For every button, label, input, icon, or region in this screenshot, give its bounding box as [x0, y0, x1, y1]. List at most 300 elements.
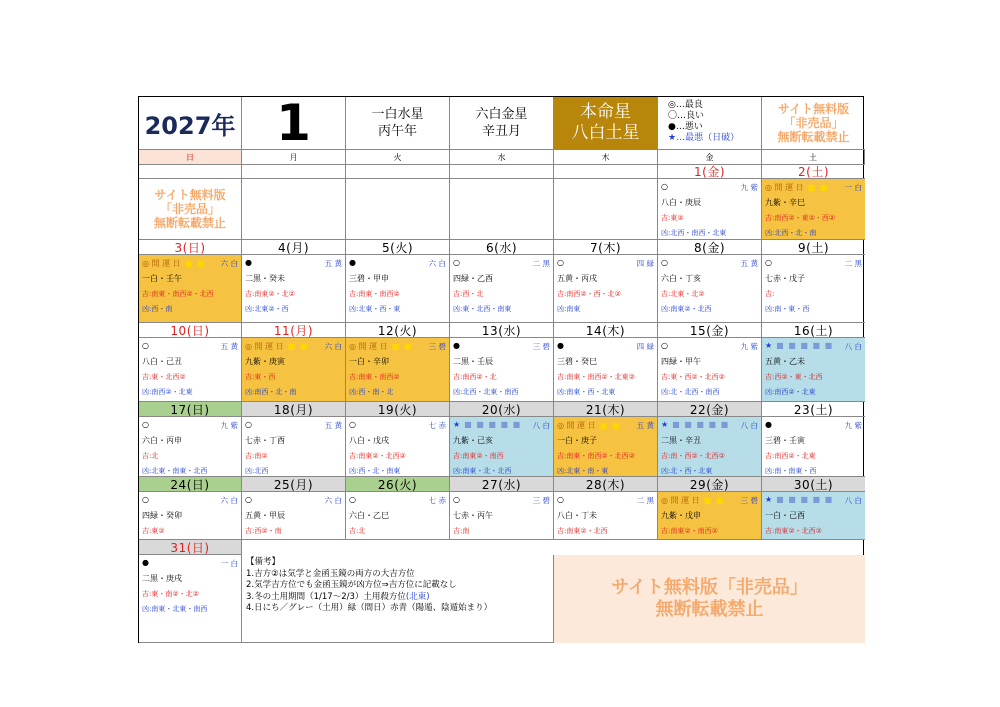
nine-star: 六 白: [220, 496, 238, 505]
day-kanshi: 八白・丁未: [557, 511, 597, 520]
fortune-mark: ○: [453, 495, 460, 504]
day-cell[interactable]: [242, 417, 346, 477]
day-mark: [142, 558, 149, 568]
day-cell[interactable]: [762, 255, 865, 323]
square-marks: ■ ■: [599, 421, 621, 430]
wm-line1: サイト無料版: [777, 102, 850, 116]
fortune-mark: ○: [142, 495, 149, 504]
unlucky-directions: 凶:南・南東・西: [765, 467, 817, 475]
lucky-directions: 吉:南東②・南西②: [661, 527, 718, 535]
day-number: 18(月): [242, 402, 346, 417]
note-4: 4.日にち／グレー（土用）緑（間日）赤青（陽遁、陰遁始まり）: [246, 603, 493, 613]
nine-star: 五 黄: [740, 259, 758, 268]
unlucky-directions: 凶:西・南・北: [349, 388, 394, 396]
day-kanshi: 六白・乙巳: [349, 511, 389, 520]
day-mark: [765, 341, 833, 351]
note-1: 1.吉方②は気学と金函玉鏡の両方の大吉方位: [246, 568, 415, 579]
lucky-directions: 吉:南西②・東②・西②: [765, 214, 836, 222]
lucky-directions: 吉:南東②・南西: [453, 452, 504, 460]
square-marks: ■ ■: [807, 183, 829, 192]
day-header-row: [765, 258, 862, 268]
day-kanshi: 四緑・癸卯: [142, 511, 182, 520]
day-cell[interactable]: [450, 338, 554, 402]
day-cell[interactable]: [762, 417, 865, 477]
fortune-mark: ○: [765, 258, 772, 267]
fortune-mark: ○: [349, 420, 356, 429]
square-marks: ■ ■ ■ ■ ■: [776, 341, 834, 350]
day-cell[interactable]: [658, 417, 762, 477]
day-kanshi: 三碧・甲申: [349, 274, 389, 283]
day-number: 22(金): [658, 402, 762, 417]
day-header-row: [765, 495, 862, 505]
day-number: 17(日): [139, 402, 242, 417]
fortune-mark: ★: [661, 420, 669, 429]
lucky-directions: 吉:南西②・西・北②: [557, 290, 621, 298]
dow-2: 火: [346, 150, 450, 165]
day-kanshi: 一白・辛卯: [349, 357, 389, 366]
day-header-row: [453, 258, 550, 268]
note-3: [246, 592, 553, 604]
lucky-directions: 吉:南東②・北②: [245, 290, 295, 298]
day-cell[interactable]: [658, 179, 762, 240]
day-cell[interactable]: [554, 255, 658, 323]
empty-num-cell: [242, 165, 346, 179]
day-mark: [557, 258, 564, 268]
unlucky-directions: 凶:北西・北東・南西: [453, 388, 519, 396]
side-wm-line2: 「非売品」: [159, 202, 220, 216]
nine-star: 七 赤: [428, 496, 446, 505]
square-marks: ■ ■ ■ ■ ■: [672, 420, 730, 429]
nine-star: 九 紫: [740, 342, 758, 351]
day-kanshi: 九紫・己亥: [453, 436, 493, 445]
legend-bad: ●…悪い: [668, 122, 703, 132]
day-kanshi: 三碧・癸巳: [557, 357, 597, 366]
lucky-directions: 吉:南西②・北: [453, 373, 497, 381]
honmei-star: 八白土星: [571, 123, 640, 143]
empty-day-cell: [242, 179, 346, 240]
lucky-directions: 吉:南: [453, 527, 470, 535]
day-cell[interactable]: [762, 179, 865, 240]
lucky-directions: 吉:東・西②・北西②: [661, 373, 725, 381]
unlucky-directions: 凶:北東②・西: [245, 305, 289, 313]
day-mark: [661, 495, 724, 505]
nine-star: 三 碧: [532, 342, 550, 351]
day-kanshi: 二黒・庚戌: [142, 574, 182, 583]
nine-star: 三 碧: [740, 496, 758, 505]
fortune-mark: ○: [661, 258, 668, 267]
day-kanshi: 八白・庚辰: [661, 198, 701, 207]
side-wm-line3: 無断転載禁止: [153, 216, 226, 230]
empty-num-cell: [346, 165, 450, 179]
year-kanshi: 丙午年: [377, 124, 417, 139]
day-cell[interactable]: [242, 492, 346, 540]
day-kanshi: 九紫・庚寅: [245, 357, 285, 366]
day-number: 14(木): [554, 323, 658, 338]
kaiun-label: ◎ 開 運 日: [765, 183, 804, 192]
year-label: 2027年: [139, 97, 242, 150]
day-header-row: [557, 420, 654, 430]
unlucky-directions: 凶:西・北・南東: [349, 467, 401, 475]
fortune-mark: ★: [765, 495, 773, 504]
day-mark: [245, 495, 252, 505]
nine-star: 八 白: [740, 421, 758, 430]
month-label: 1: [242, 97, 346, 150]
nine-star: 七 赤: [428, 421, 446, 430]
nine-star: 二 黒: [844, 259, 862, 268]
day-header-row: [557, 258, 654, 268]
day-cell[interactable]: [762, 492, 865, 540]
empty-num-cell: [139, 165, 242, 179]
notes: [242, 555, 554, 643]
day-header-row: [349, 420, 446, 430]
day-number: 27(水): [450, 477, 554, 492]
day-header-row: [349, 341, 446, 351]
day-header-row: [142, 420, 238, 430]
side-wm-line1: サイト無料版: [154, 188, 226, 202]
lucky-directions: 吉:東・北西②: [142, 373, 186, 381]
dow-3: 水: [450, 150, 554, 165]
day-header-row: [765, 420, 862, 430]
day-number: 12(火): [346, 323, 450, 338]
unlucky-directions: 凶:南西②・北東: [765, 388, 816, 396]
nine-star: 九 紫: [220, 421, 238, 430]
day-mark: [142, 420, 149, 430]
fortune-mark: ○: [661, 182, 668, 191]
nine-star: 六 白: [428, 259, 446, 268]
day-number: 28(木): [554, 477, 658, 492]
empty-day-cell: [554, 179, 658, 240]
lucky-directions: 吉:: [765, 290, 775, 298]
unlucky-directions: 凶:南東・北東・南西: [142, 605, 208, 613]
square-marks: ■ ■: [703, 496, 725, 505]
day-kanshi: 四緑・乙酉: [453, 274, 493, 283]
side-watermark: [139, 179, 242, 240]
day-cell[interactable]: [346, 492, 450, 540]
day-number: 21(木): [554, 402, 658, 417]
dow-1: 月: [242, 150, 346, 165]
day-cell[interactable]: [450, 255, 554, 323]
day-mark: [765, 182, 828, 192]
fortune-mark: ○: [557, 495, 564, 504]
day-cell[interactable]: [346, 338, 450, 402]
month-kanshi: 辛丑月: [481, 124, 521, 139]
unlucky-directions: 凶:西・南: [142, 305, 173, 313]
day-number: 5(火): [346, 240, 450, 255]
square-marks: ■ ■: [391, 342, 413, 351]
day-kanshi: 一白・己酉: [765, 511, 805, 520]
fortune-mark: ○: [453, 258, 460, 267]
day-header-row: [453, 495, 550, 505]
square-marks: ■ ■ ■ ■ ■: [776, 495, 834, 504]
note-2: 2.気学吉方位でも金函玉鏡が凶方位⇒吉方位に記載なし: [246, 580, 457, 590]
day-mark: [661, 420, 729, 430]
lucky-directions: 吉:南・西②・北西②: [661, 452, 725, 460]
day-kanshi: 三碧・壬寅: [765, 436, 805, 445]
day-header-row: [142, 558, 238, 568]
day-mark: [142, 258, 205, 268]
day-mark: [557, 495, 564, 505]
day-kanshi: 一白・庚子: [557, 436, 597, 445]
day-mark: [142, 495, 149, 505]
lucky-directions: 吉:北東・北②: [661, 290, 705, 298]
calendar: [138, 96, 864, 643]
day-kanshi: 九紫・辛巳: [765, 198, 805, 207]
note-3-text: 3.冬の土用期間（1/17〜2/3）土用殺方位: [246, 591, 406, 602]
day-kanshi: 五黄・乙未: [765, 357, 805, 366]
day-cell[interactable]: [139, 555, 242, 643]
empty-num-cell: [450, 165, 554, 179]
day-kanshi: 七赤・丙午: [453, 511, 493, 520]
day-header-row: [661, 258, 758, 268]
unlucky-directions: 凶:北・西・北東: [661, 467, 713, 475]
fortune-mark: ○: [142, 420, 149, 429]
day-number: 7(木): [554, 240, 658, 255]
dow-0: 日: [139, 150, 242, 165]
nine-star: 五 黄: [220, 342, 238, 351]
nine-star: 二 黒: [532, 259, 550, 268]
unlucky-directions: 凶:北東・南・東: [557, 467, 609, 475]
day-cell[interactable]: [554, 492, 658, 540]
day-number: 6(水): [450, 240, 554, 255]
big-wm-line1: サイト無料版「非売品」: [611, 577, 808, 598]
day-header-row: [765, 341, 862, 351]
lucky-directions: 吉:東・西: [245, 373, 276, 381]
fortune-mark: ●: [453, 341, 460, 350]
day-kanshi: 二黒・癸未: [245, 274, 285, 283]
month-star: [450, 97, 554, 150]
nine-star: 五 黄: [324, 421, 342, 430]
day-cell[interactable]: [450, 492, 554, 540]
day-number: 2(土): [762, 165, 865, 179]
day-number: 30(土): [762, 477, 865, 492]
day-kanshi: 六白・丙申: [142, 436, 182, 445]
day-cell[interactable]: [139, 417, 242, 477]
legend: [658, 97, 762, 150]
lucky-directions: 吉:西・北: [453, 290, 484, 298]
day-cell[interactable]: [139, 338, 242, 402]
day-kanshi: 七赤・丁酉: [245, 436, 285, 445]
day-header-row: [453, 420, 550, 430]
day-mark: [765, 495, 833, 505]
nine-star: 一 白: [844, 183, 862, 192]
empty-day-cell: [450, 179, 554, 240]
day-mark: [245, 420, 252, 430]
day-number: 16(土): [762, 323, 865, 338]
fortune-mark: ○: [245, 420, 252, 429]
lucky-directions: 吉:東②: [142, 527, 165, 535]
fortune-mark: ●: [557, 341, 564, 350]
lucky-directions: 吉:南東・南西②・北西: [142, 290, 214, 298]
day-kanshi: 九紫・戊申: [661, 511, 701, 520]
unlucky-directions: 凶:南西・北・南: [245, 388, 297, 396]
lucky-directions: 吉:西②・南: [245, 527, 282, 535]
day-number: 20(水): [450, 402, 554, 417]
day-cell[interactable]: [658, 255, 762, 323]
day-mark: [765, 258, 772, 268]
day-number: 25(月): [242, 477, 346, 492]
lucky-directions: 吉:南東②・北西: [557, 527, 608, 535]
day-kanshi: 二黒・壬辰: [453, 357, 493, 366]
fortune-mark: ○: [142, 341, 149, 350]
nine-star: 六 白: [324, 496, 342, 505]
unlucky-directions: 凶:南東②・北西: [661, 305, 712, 313]
legend-worst: ★…最悪（日破）: [668, 133, 740, 143]
unlucky-directions: 凶:南東: [557, 305, 581, 313]
day-header-row: [142, 341, 238, 351]
kaiun-label: ◎ 開 運 日: [557, 421, 596, 430]
day-number: 1(金): [658, 165, 762, 179]
day-cell[interactable]: [139, 492, 242, 540]
nine-star: 六 白: [324, 342, 342, 351]
day-header-row: [557, 341, 654, 351]
wm-line3: 無断転載禁止: [777, 130, 850, 144]
fortune-mark: ●: [349, 258, 356, 267]
day-number: 15(金): [658, 323, 762, 338]
big-wm-line2: 無断転載禁止: [655, 599, 764, 620]
day-cell[interactable]: [554, 338, 658, 402]
day-header-row: [245, 258, 342, 268]
day-mark: [557, 420, 620, 430]
day-kanshi: 一白・壬午: [142, 274, 182, 283]
nine-star: 八 白: [844, 342, 862, 351]
day-cell[interactable]: [658, 492, 762, 540]
nine-star: 八 白: [844, 496, 862, 505]
kaiun-label: ◎ 開 運 日: [245, 342, 284, 351]
unlucky-directions: 凶:北西・北・南: [765, 229, 817, 237]
kaiun-label: ◎ 開 運 日: [142, 259, 181, 268]
day-cell[interactable]: [450, 417, 554, 477]
unlucky-directions: 凶:北東・南東・北西: [142, 467, 208, 475]
day-mark: [349, 341, 412, 351]
day-number: 29(金): [658, 477, 762, 492]
day-mark: [557, 341, 564, 351]
nine-star: 八 白: [532, 421, 550, 430]
day-cell[interactable]: [554, 417, 658, 477]
lucky-directions: 吉:北: [349, 527, 366, 535]
day-mark: [142, 341, 149, 351]
nine-star: 九 紫: [740, 183, 758, 192]
day-number: 3(日): [139, 240, 242, 255]
day-cell[interactable]: [346, 255, 450, 323]
day-mark: [245, 258, 252, 268]
day-mark: [661, 341, 668, 351]
day-kanshi: 六白・丁亥: [661, 274, 701, 283]
big-watermark: [554, 555, 865, 643]
nine-star: 二 黒: [636, 496, 654, 505]
fortune-mark: ●: [142, 558, 149, 567]
lucky-directions: 吉:南東②・北西②: [765, 527, 822, 535]
unlucky-directions: 凶:北・北西・南西: [661, 388, 720, 396]
legend-good: 〇…良い: [668, 111, 705, 121]
day-kanshi: 五黄・丙戌: [557, 274, 597, 283]
nine-star: 四 緑: [636, 342, 654, 351]
unlucky-directions: 凶:南東・西・北東: [557, 388, 616, 396]
nine-star: 六 白: [220, 259, 238, 268]
day-cell[interactable]: [346, 417, 450, 477]
honmei-box: [554, 97, 658, 150]
fortune-mark: ○: [557, 258, 564, 267]
lucky-directions: 吉:南東②・北西②: [349, 452, 406, 460]
day-header-row: [349, 495, 446, 505]
day-kanshi: 五黄・甲辰: [245, 511, 285, 520]
unlucky-directions: 凶:南西②・北東: [142, 388, 193, 396]
header-watermark: [762, 97, 865, 150]
note-3-direction: (北東): [405, 591, 430, 602]
day-header-row: [661, 182, 758, 192]
empty-day-cell: [346, 179, 450, 240]
day-header-row: [661, 495, 758, 505]
day-mark: [349, 420, 356, 430]
lucky-directions: 吉:南東・南西②: [349, 290, 400, 298]
day-mark: [349, 258, 356, 268]
day-mark: [453, 258, 460, 268]
day-cell[interactable]: [242, 255, 346, 323]
notes-title: 【備考】: [246, 557, 281, 567]
year-star-name: 一白水星: [371, 107, 424, 122]
fortune-mark: ★: [453, 420, 461, 429]
kaiun-label: ◎ 開 運 日: [661, 496, 700, 505]
day-cell[interactable]: [762, 338, 865, 402]
day-mark: [453, 495, 460, 505]
day-kanshi: 四緑・甲午: [661, 357, 701, 366]
nine-star: 九 紫: [844, 421, 862, 430]
day-header-row: [245, 495, 342, 505]
day-number: 23(土): [762, 402, 865, 417]
nine-star: 一 白: [220, 559, 238, 568]
day-number: 24(日): [139, 477, 242, 492]
kaiun-label: ◎ 開 運 日: [349, 342, 388, 351]
day-cell[interactable]: [242, 338, 346, 402]
nine-star: 三 碧: [532, 496, 550, 505]
day-number: 10(日): [139, 323, 242, 338]
day-kanshi: 二黒・辛丑: [661, 436, 701, 445]
day-kanshi: 八白・己丑: [142, 357, 182, 366]
lucky-directions: 吉:東②: [661, 214, 684, 222]
day-header-row: [661, 341, 758, 351]
day-header-row: [557, 495, 654, 505]
nine-star: 三 碧: [428, 342, 446, 351]
day-mark: [453, 420, 521, 430]
dow-4: 木: [554, 150, 658, 165]
unlucky-directions: 凶:南・東・西: [765, 305, 810, 313]
day-mark: [245, 341, 308, 351]
day-header-row: [142, 495, 238, 505]
nine-star: 五 黄: [636, 421, 654, 430]
lucky-directions: 吉:北: [142, 452, 159, 460]
day-cell[interactable]: [139, 255, 242, 323]
day-number: 26(火): [346, 477, 450, 492]
day-mark: [349, 495, 356, 505]
day-number: 11(月): [242, 323, 346, 338]
empty-num-cell: [554, 165, 658, 179]
day-kanshi: 八白・戊戌: [349, 436, 389, 445]
day-number: 19(火): [346, 402, 450, 417]
day-header-row: [142, 258, 238, 268]
day-header-row: [453, 341, 550, 351]
lucky-directions: 吉:南西②・北東: [765, 452, 816, 460]
lucky-directions: 吉:東・南②・北②: [142, 590, 199, 598]
day-header-row: [349, 258, 446, 268]
honmei-label: 本命星: [580, 102, 631, 122]
nine-star: 五 黄: [324, 259, 342, 268]
day-cell[interactable]: [658, 338, 762, 402]
lucky-directions: 吉:南東・南西②: [349, 373, 400, 381]
day-mark: [661, 258, 668, 268]
square-marks: ■ ■: [287, 342, 309, 351]
day-kanshi: 七赤・戊子: [765, 274, 805, 283]
day-mark: [765, 420, 772, 430]
day-mark: [661, 182, 668, 192]
